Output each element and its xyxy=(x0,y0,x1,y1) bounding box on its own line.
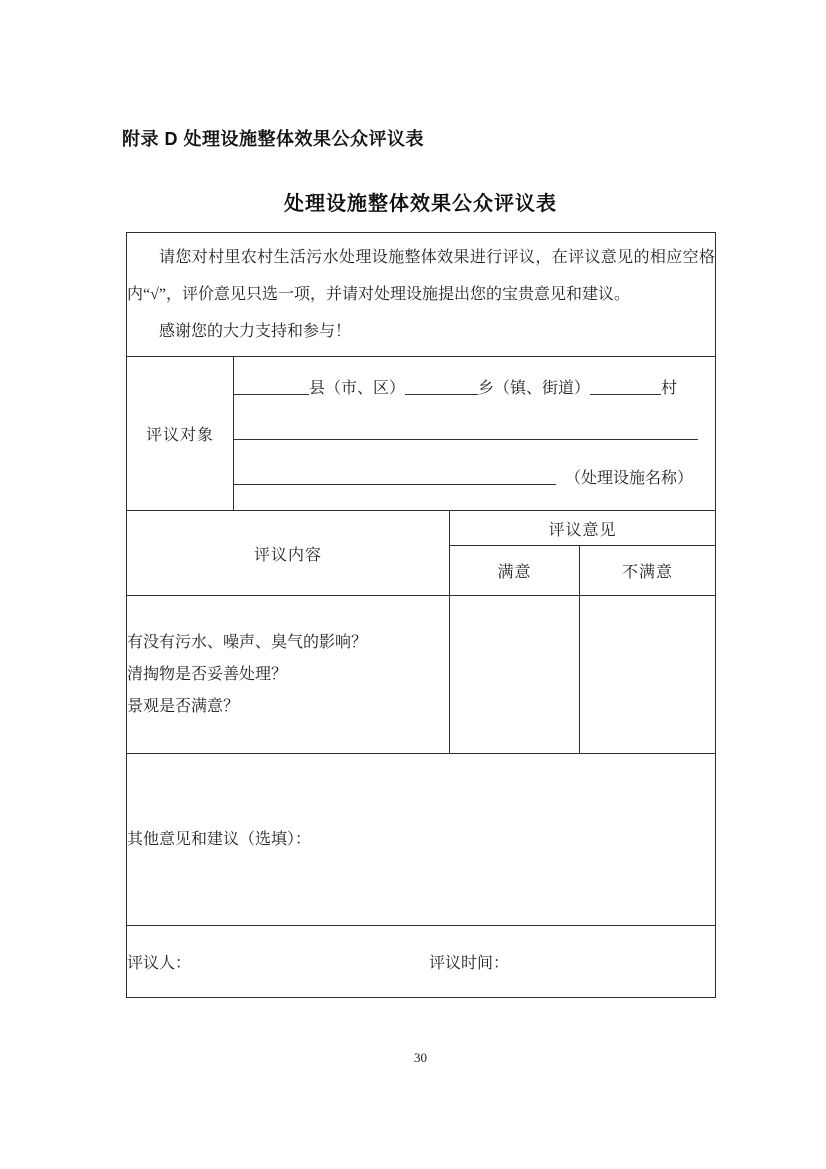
other-comments-cell[interactable]: 其他意见和建议（选填）： xyxy=(127,754,716,926)
subject-blank-line xyxy=(234,411,715,456)
intro-row xyxy=(127,233,716,357)
questions-row xyxy=(127,596,716,754)
appendix-heading: 附录 D 处理设施整体效果公众评议表 xyxy=(122,129,424,149)
facility-name-label: （处理设施名称） xyxy=(565,470,694,487)
signoff-cell xyxy=(127,926,716,998)
question-1: 有没有污水、噪声、臭气的影响？ xyxy=(127,633,368,651)
header-content: 评议内容 xyxy=(127,511,450,596)
subject-label: 评议对象 xyxy=(127,357,234,511)
page-number: 30 xyxy=(414,1050,427,1065)
questions-cell xyxy=(127,596,450,754)
subject-content-cell xyxy=(234,357,716,511)
form-title: 处理设施整体效果公众评议表 xyxy=(284,193,557,215)
header-opinion: 评议意见 xyxy=(450,511,716,546)
reviewer-label: 评议人： xyxy=(127,955,192,972)
fill-blank-line[interactable] xyxy=(234,423,698,440)
question-3: 景观是否满意？ xyxy=(127,697,240,715)
subject-row xyxy=(127,357,716,511)
other-comments-row xyxy=(127,754,716,926)
evaluation-form-table xyxy=(126,232,716,998)
header-satisfied: 满意 xyxy=(450,546,580,596)
header-unsatisfied: 不满意 xyxy=(580,546,716,596)
question-2: 清掏物是否妥善处理？ xyxy=(127,665,288,683)
answer-cell-unsatisfied[interactable] xyxy=(580,596,716,754)
answer-cell-satisfied[interactable] xyxy=(450,596,580,754)
intro-cell xyxy=(127,233,716,357)
fill-blank-village[interactable] xyxy=(590,378,661,395)
town-label: 乡（镇、街道） xyxy=(478,380,591,397)
fill-blank-town[interactable] xyxy=(405,378,478,395)
subject-location-line xyxy=(234,366,715,411)
intro-paragraph-1: 请您对村里农村生活污水处理设施整体效果进行评议，在评议意见的相应空格内“√”，评价意见只选一项，并请对处理设施提出您的宝贵意见和建议。 xyxy=(127,249,715,303)
review-time-label: 评议时间： xyxy=(429,955,510,972)
county-label: 县（市、区） xyxy=(309,380,406,397)
fill-blank-facility-name[interactable] xyxy=(234,468,556,485)
signoff-row xyxy=(127,926,716,998)
fill-blank-county[interactable] xyxy=(234,378,309,395)
intro-paragraph-2: 感谢您的大力支持和参与！ xyxy=(159,323,352,340)
village-label: 村 xyxy=(661,380,678,397)
subject-facility-line xyxy=(234,456,715,501)
header-row-opinion xyxy=(127,511,716,546)
